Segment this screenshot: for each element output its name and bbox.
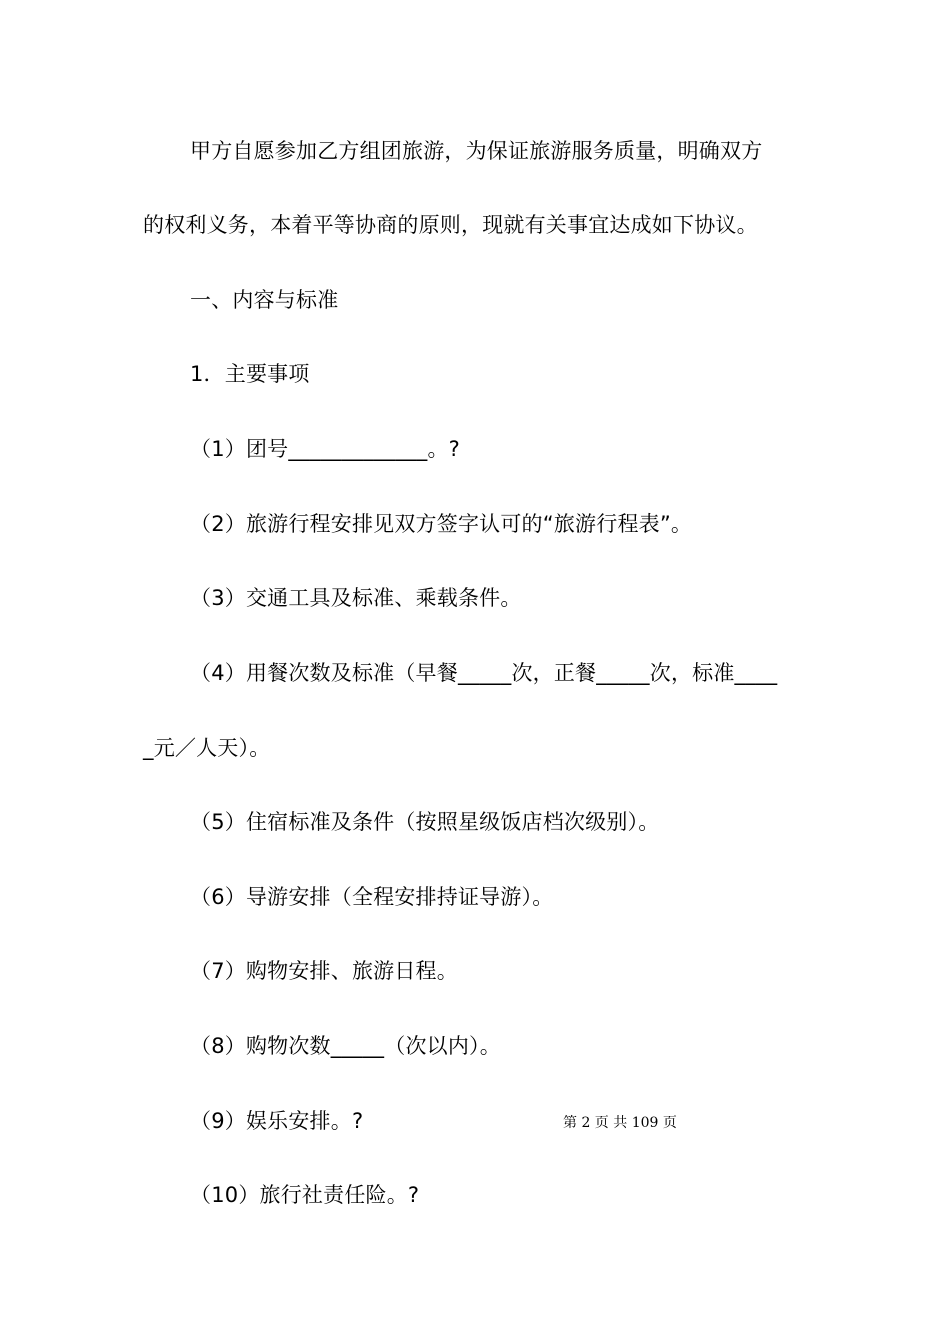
- item-shopping-schedule: （7）购物安排、旅游日程。: [190, 959, 458, 983]
- item-liability-insurance: （10）旅行社责任险。?: [190, 1183, 420, 1207]
- item-meals-line-2: _元／人天）。: [143, 736, 271, 760]
- section-heading-content-standard: 一、内容与标准: [190, 288, 339, 312]
- item-group-number: （1）团号_____________。?: [190, 437, 461, 461]
- item-itinerary: （2）旅游行程安排见双方签字认可的“旅游行程表”。: [190, 512, 693, 536]
- item-transport: （3）交通工具及标准、乘载条件。: [190, 586, 522, 610]
- item-shopping-count: （8）购物次数_____（次以内）。: [190, 1034, 501, 1058]
- item-meals-line-1: （4）用餐次数及标准（早餐_____次，正餐_____次，标准____: [190, 661, 778, 685]
- page-number-footer: 第 2 页 共 109 页: [563, 1115, 677, 1131]
- subsection-heading-main-items: 1．主要事项: [190, 362, 310, 386]
- item-accommodation: （5）住宿标准及条件（按照星级饭店档次级别）。: [190, 810, 660, 834]
- paragraph-intro-line-2: 的权利义务，本着平等协商的原则，现就有关事宜达成如下协议。: [143, 213, 758, 237]
- item-guide: （6）导游安排（全程安排持证导游）。: [190, 885, 554, 909]
- paragraph-intro-line-1: 甲方自愿参加乙方组团旅游，为保证旅游服务质量，明确双方: [190, 139, 763, 163]
- item-entertainment: （9）娱乐安排。?: [190, 1109, 364, 1133]
